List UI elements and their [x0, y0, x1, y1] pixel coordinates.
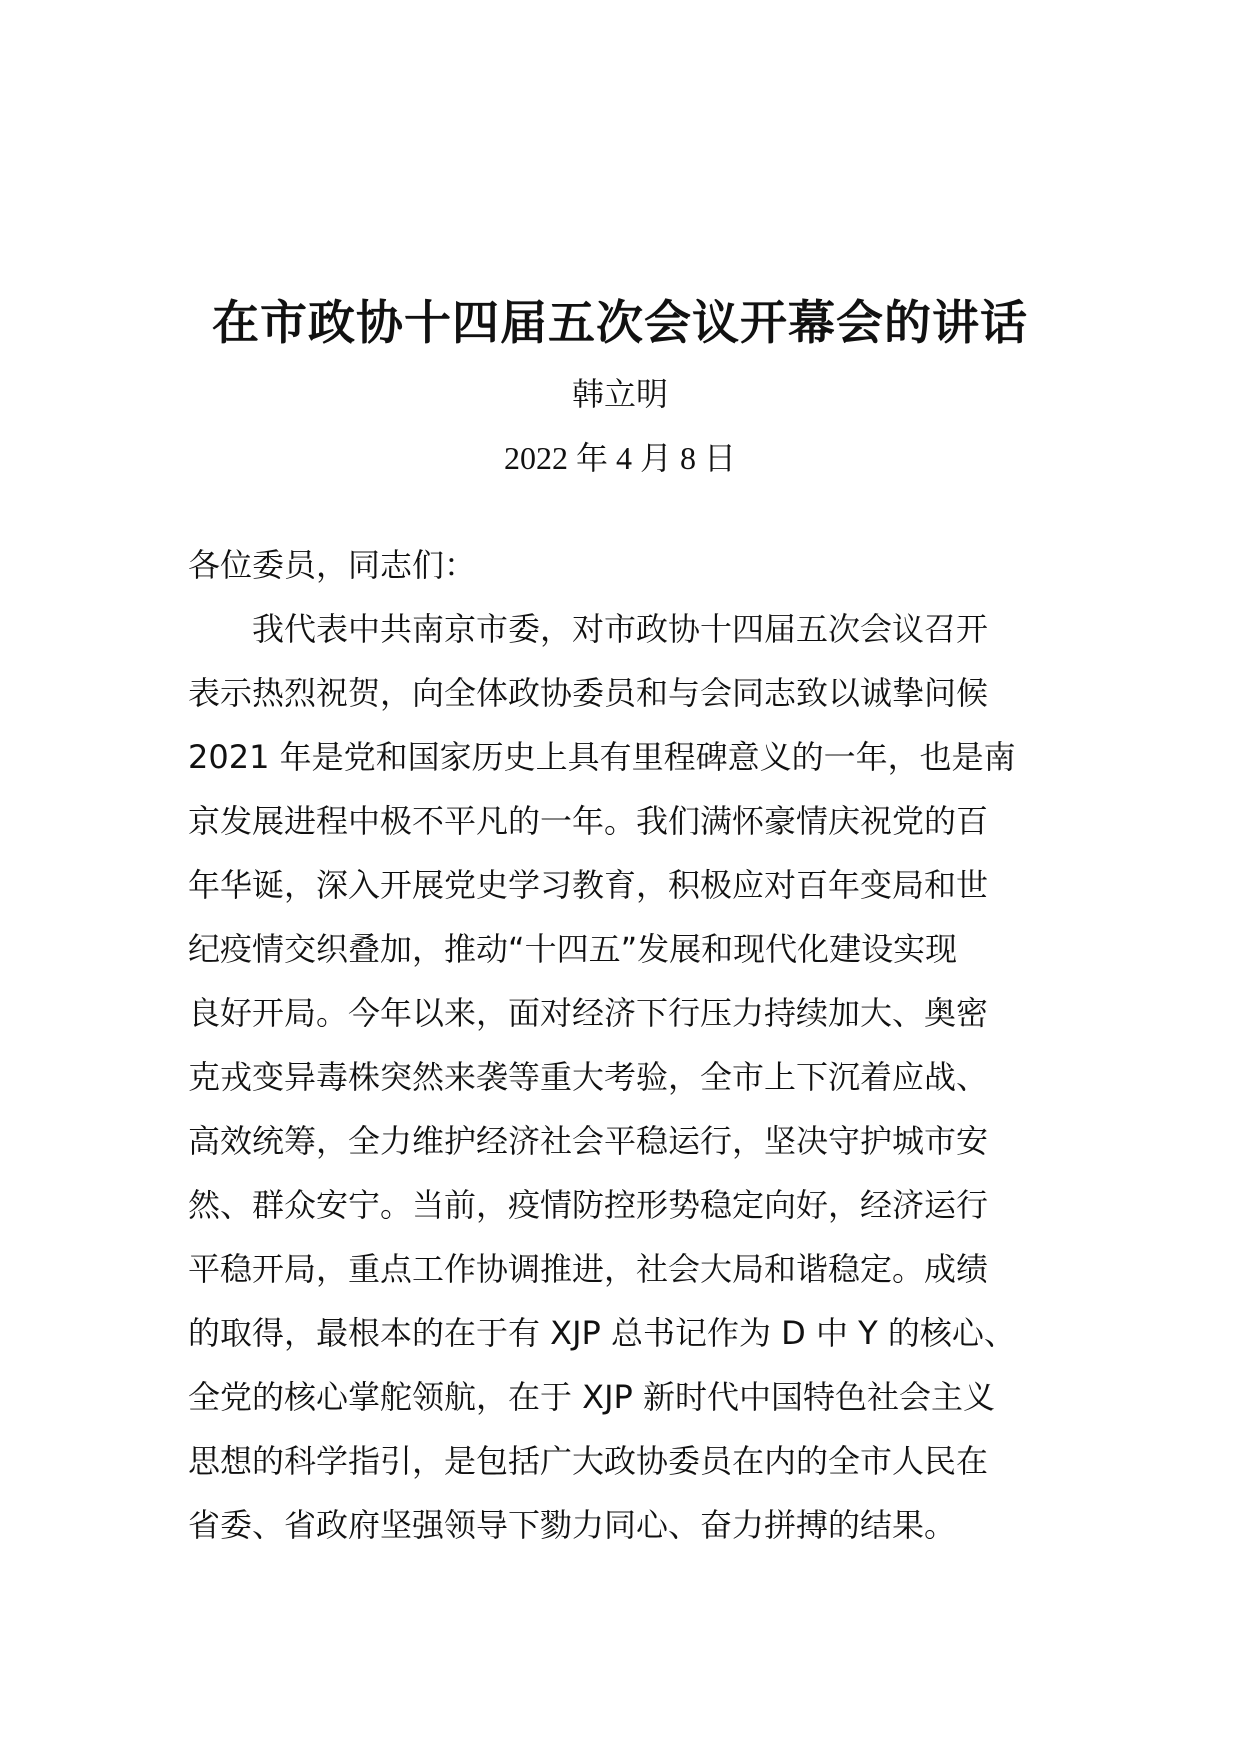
body-line: 年华诞，深入开展党史学习教育，积极应对百年变局和世 — [188, 866, 989, 904]
body-line: 然、群众安宁。当前，疫情防控形势稳定向好，经济运行 — [188, 1186, 989, 1224]
body-line: 2021 年是党和国家历史上具有里程碑意义的一年，也是南 — [188, 738, 1016, 776]
body-line: 纪疫情交织叠加，推动“十四五”发展和现代化建设实现 — [188, 930, 958, 968]
body-line: 克戎变异毒株突然来袭等重大考验，全市上下沉着应战、 — [188, 1058, 989, 1096]
body-line: 良好开局。今年以来，面对经济下行压力持续加大、奥密 — [188, 994, 989, 1032]
body-line: 的取得，最根本的在于有 XJP 总书记作为 D 中 Y 的核心、 — [188, 1314, 1016, 1352]
body-line: 平稳开局，重点工作协调推进，社会大局和谐稳定。成绩 — [188, 1250, 989, 1288]
document-date: 2022 年 4 月 8 日 — [503, 440, 736, 476]
document-title: 在市政协十四届五次会议开幕会的讲话 — [212, 296, 1028, 351]
salutation: 各位委员，同志们： — [188, 546, 477, 584]
body-line: 省委、省政府坚强领导下勠力同心、奋力拼搏的结果。 — [188, 1506, 957, 1544]
body-line: 表示热烈祝贺，向全体政协委员和与会同志致以诚挚问候 — [188, 674, 989, 712]
body-line: 思想的科学指引，是包括广大政协委员在内的全市人民在 — [188, 1442, 989, 1480]
body-line: 全党的核心掌舵领航，在于 XJP 新时代中国特色社会主义 — [188, 1378, 996, 1416]
body-line: 京发展进程中极不平凡的一年。我们满怀豪情庆祝党的百 — [188, 802, 989, 840]
body-line: 高效统筹，全力维护经济社会平稳运行，坚决守护城市安 — [188, 1122, 989, 1160]
body-line: 我代表中共南京市委，对市政协十四届五次会议召开 — [188, 610, 989, 648]
document-author: 韩立明 — [571, 375, 668, 413]
